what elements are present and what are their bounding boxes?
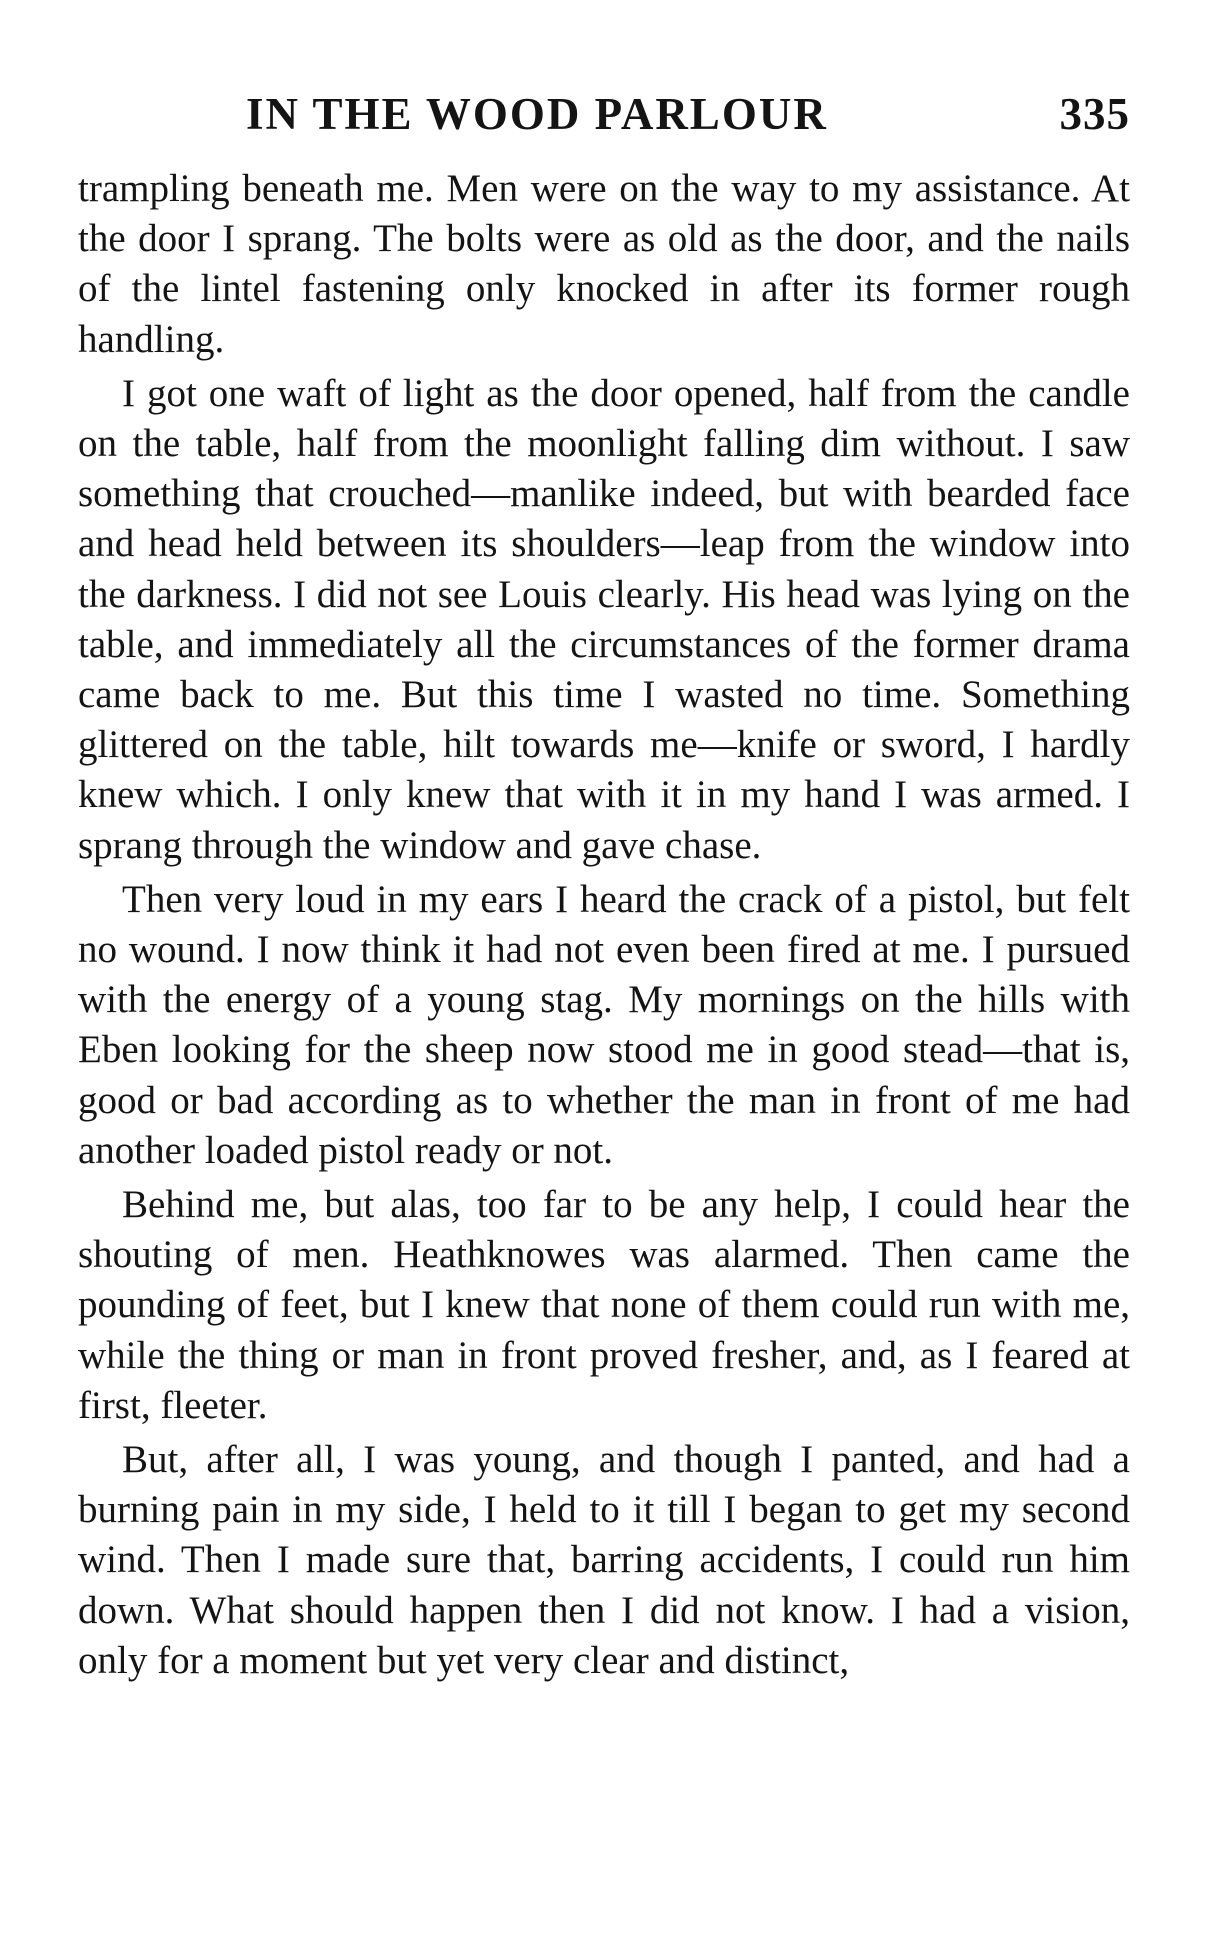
paragraph: Then very loud in my ears I heard the crack of a pistol, but felt no wound. I now think it had not even been fired at me. I pursued with the energy of a young stag. My mornings on the hills with Eben looking for the sheep now stood me in good stead—that is, good or bad according as to whether the man in front of me had another loaded pistol ready or not. bbox=[78, 877, 1130, 1172]
paragraph: trampling beneath me. Men were on the way to my assistance. At the door I sprang. The bolts were as old as the door, and the nails of the lintel fastening only knocked in after its former rough handling. bbox=[78, 167, 1130, 361]
running-head bbox=[78, 84, 1130, 144]
body-text bbox=[78, 164, 1130, 1686]
paragraph: But, after all, I was young, and though I panted, and had a burning pain in my side, I held to it till I began to get my second wind. Then I made sure that, barring accidents, I could run him down. What should happen then I did not know. I had a vision, only for a moment but yet very clear and distinct, bbox=[78, 1438, 1130, 1682]
paragraph: Behind me, but alas, too far to be any help, I could hear the shouting of men. Heathknowes was alarmed. Then came the pounding of feet, but I knew that none of them could run with me, while the thing or man in front proved fresher, and, as I feared at first, fleeter. bbox=[78, 1183, 1130, 1427]
book-page bbox=[78, 84, 1130, 1690]
running-title: IN THE WOOD PARLOUR bbox=[246, 89, 828, 139]
paragraph: I got one waft of light as the door opened, half from the candle on the table, half from the moonlight falling dim without. I saw something that crouched—manlike indeed, but with bearded face and head held between its shoulders—leap from the window into the darkness. I did not see Louis clearly. His head was lying on the table, and immediately all the circumstances of the former drama came back to me. But this time I wasted no time. Something glittered on the table, hilt towards me—knife or sword, I hardly knew which. I only knew that with it in my hand I was armed. I sprang through the window and gave chase. bbox=[78, 371, 1130, 867]
page-number: 335 bbox=[1059, 89, 1130, 139]
